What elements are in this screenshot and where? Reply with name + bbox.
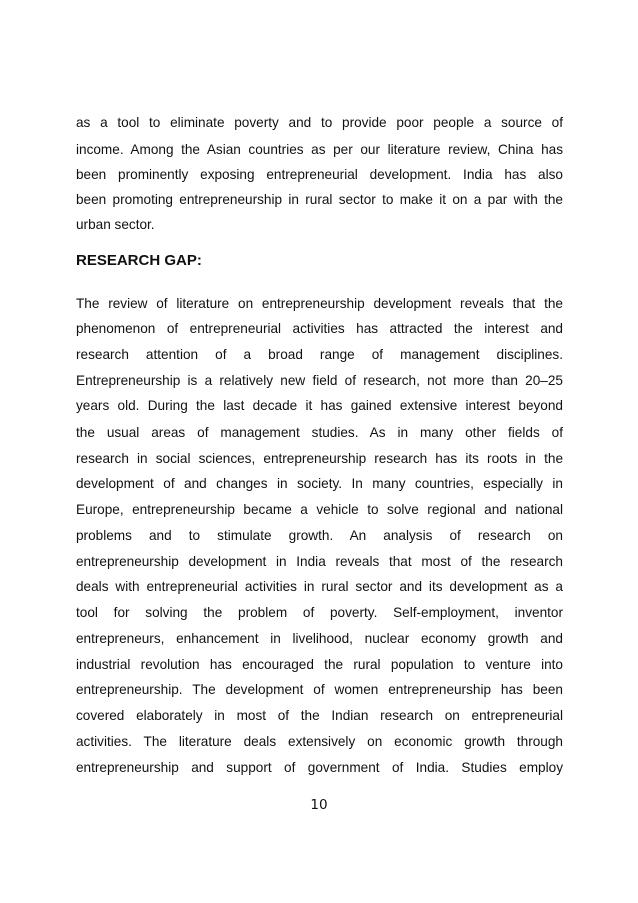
page-number: 10 [310, 797, 328, 813]
paragraph-2-line-12: deals with entrepreneurial activities in rural sector and its development as a [76, 579, 563, 594]
paragraph-2-line-15: industrial revolution has encouraged the rural population to venture into [76, 657, 563, 672]
paragraph-2-line-16: entrepreneurship. The development of women entrepreneurship has been [76, 682, 563, 697]
paragraph-2-line-4: Entrepreneurship is a relatively new field of research, not more than 20–25 [76, 373, 563, 388]
paragraph-2-line-7: research in social sciences, entrepreneurship research has its roots in the [76, 451, 563, 466]
paragraph-2-line-8: development of and changes in society. In many countries, especially in [76, 476, 563, 491]
paragraph-1-line-2: income. Among the Asian countries as per our literature review, China has [76, 142, 563, 157]
paragraph-1-line-4: been promoting entrepreneurship in rural sector to make it on a par with the [76, 192, 563, 207]
paragraph-2-line-19: entrepreneurship and support of government of India. Studies employ [76, 760, 563, 775]
section-heading: RESEARCH GAP: [76, 252, 202, 269]
paragraph-1-line-3: been prominently exposing entrepreneurial development. India has also [76, 167, 563, 182]
paragraph-2-line-17: covered elaborately in most of the Indian research on entrepreneurial [76, 708, 563, 723]
paragraph-2-line-10: problems and to stimulate growth. An analysis of research on [76, 528, 563, 543]
paragraph-2-line-1: The review of literature on entrepreneurship development reveals that the [76, 296, 563, 311]
paragraph-2-line-3: research attention of a broad range of management disciplines. [76, 347, 563, 362]
paragraph-2-line-18: activities. The literature deals extensively on economic growth through [76, 734, 563, 749]
paragraph-1-line-5: urban sector. [76, 217, 155, 232]
paragraph-1-line-1: as a tool to eliminate poverty and to provide poor people a source of [76, 115, 563, 130]
paragraph-2-line-6: the usual areas of management studies. As in many other fields of [76, 425, 563, 440]
paragraph-2-line-5: years old. During the last decade it has gained extensive interest beyond [76, 398, 563, 413]
paragraph-2-line-9: Europe, entrepreneurship became a vehicle to solve regional and national [76, 502, 563, 517]
paragraph-2-line-2: phenomenon of entrepreneurial activities has attracted the interest and [76, 321, 563, 336]
paragraph-2-line-11: entrepreneurship development in India reveals that most of the research [76, 554, 563, 569]
paragraph-2-line-13: tool for solving the problem of poverty. Self-employment, inventor [76, 605, 563, 620]
paragraph-2-line-14: entrepreneurs, enhancement in livelihood, nuclear economy growth and [76, 631, 563, 646]
